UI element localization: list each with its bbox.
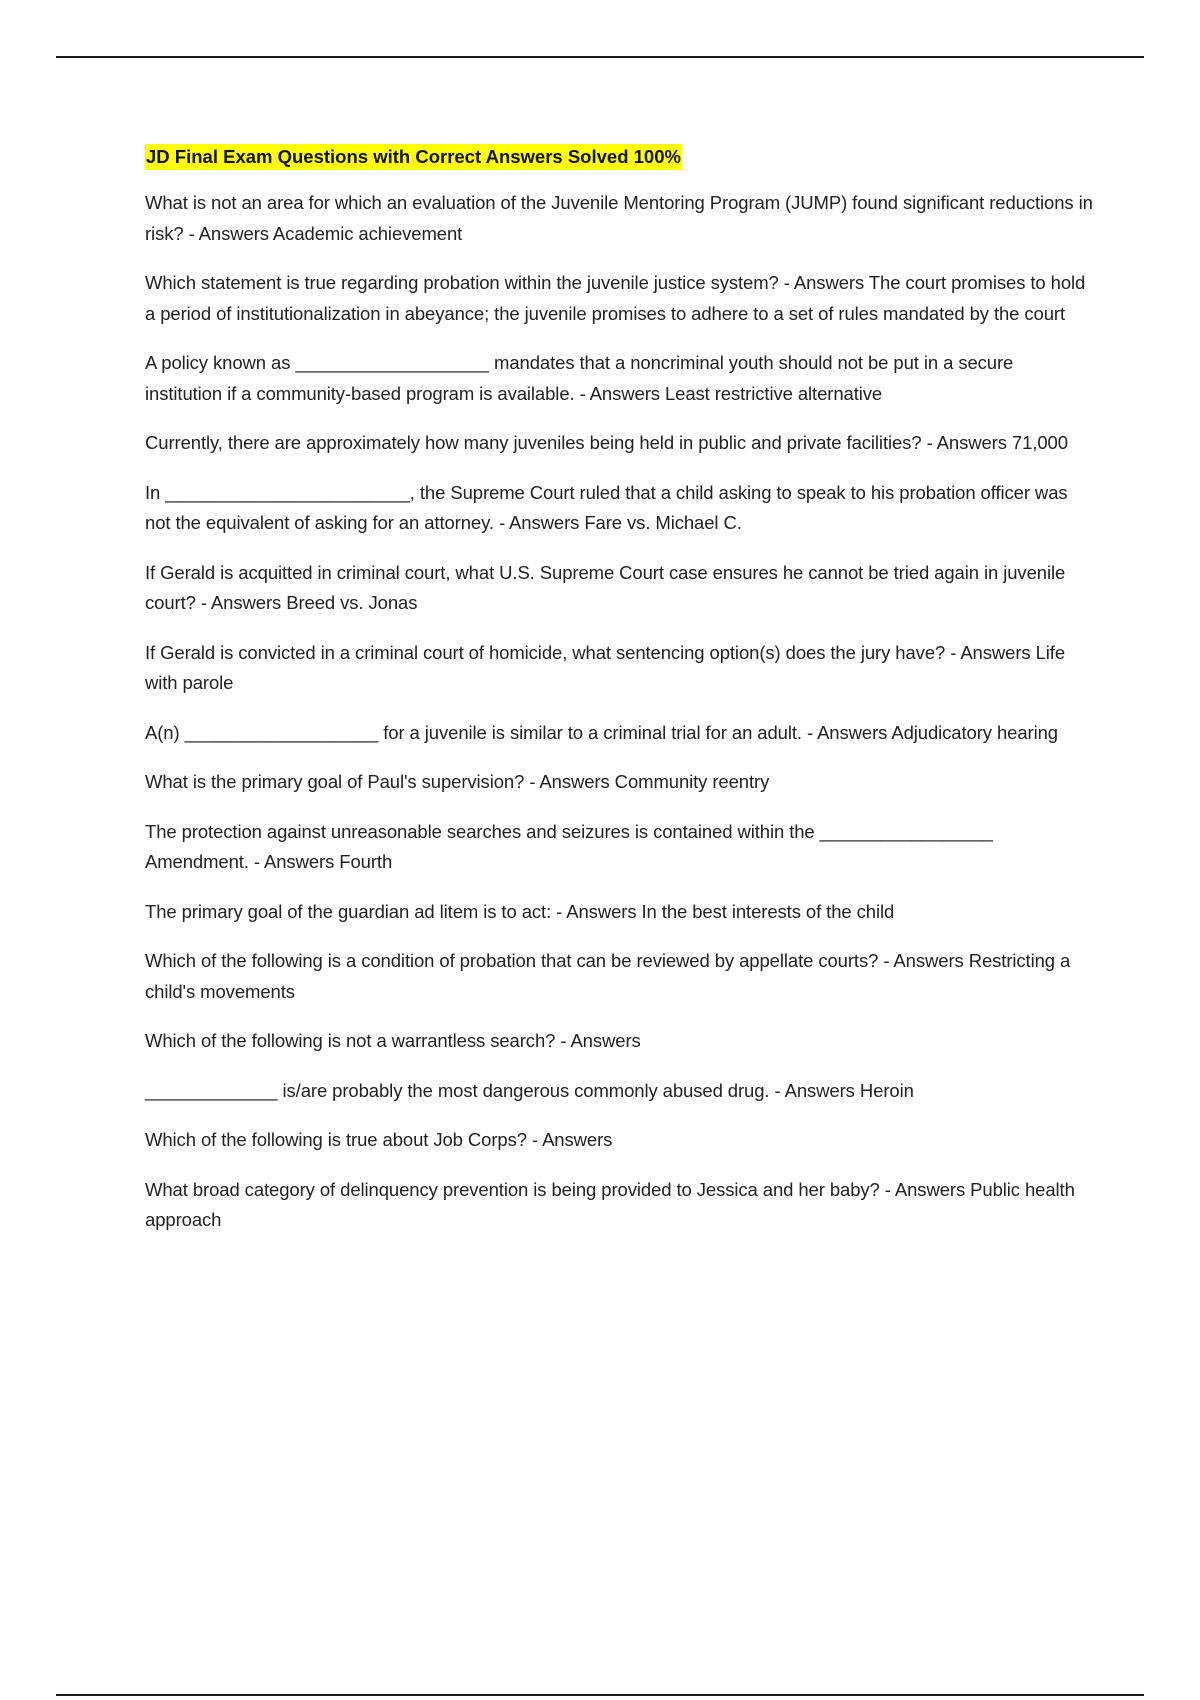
qa-item: Currently, there are approximately how many juveniles being held in public and private facilities? - Answers 71,000 <box>145 432 1068 453</box>
document-title: JD Final Exam Questions with Correct Answers Solved 100% <box>145 144 682 170</box>
bottom-rule <box>56 1694 1144 1696</box>
qa-item: Which of the following is true about Job Corps? - Answers <box>145 1129 613 1150</box>
qa-item: What is not an area for which an evaluation of the Juvenile Mentoring Program (JUMP) found significant reductions in risk? - Answers Academic achievement <box>145 192 1093 244</box>
qa-item: In ________________________, the Supreme Court ruled that a child asking to speak to his probation officer was not the equivalent of asking for an attorney. - Answers Fare vs. Michael C. <box>145 481 1068 533</box>
qa-list <box>145 188 1095 1236</box>
qa-item: _____________ is/are probably the most dangerous commonly abused drug. - Answers Heroin <box>145 1079 914 1101</box>
qa-item: Which of the following is not a warrantless search? - Answers <box>145 1030 641 1051</box>
qa-item: What is the primary goal of Paul's supervision? - Answers Community reentry <box>145 771 770 792</box>
qa-item: What broad category of delinquency prevention is being provided to Jessica and her baby? - Answers Public health approach <box>145 1178 1075 1230</box>
qa-item: Which statement is true regarding probation within the juvenile justice system? - Answers The court promises to hold a period of institutionalization in abeyance; the juvenile promises to adhere to a set of rules mandated by the court <box>145 272 1086 324</box>
qa-item: The primary goal of the guardian ad litem is to act: - Answers In the best interests of the child <box>145 900 895 922</box>
top-rule <box>56 56 1144 58</box>
qa-item: Which of the following is a condition of probation that can be reviewed by appellate courts? - Answers Restricting a child's movements <box>145 950 1071 1002</box>
qa-item: The protection against unreasonable searches and seizures is contained within the _________________ Amendment. - Answers Fourth <box>145 820 993 872</box>
qa-item: A policy known as ___________________ mandates that a noncriminal youth should not be put in a secure institution if a community-based program is available. - Answers Least restrictive alternative <box>145 352 1014 404</box>
qa-item: If Gerald is acquitted in criminal court, what U.S. Supreme Court case ensures he cannot be tried again in juvenile court? - Answers Breed vs. Jonas <box>145 561 1066 613</box>
qa-item: If Gerald is convicted in a criminal court of homicide, what sentencing option(s) does the jury have? - Answers Life with parole <box>145 641 1066 693</box>
qa-item: A(n) ___________________ for a juvenile is similar to a criminal trial for an adult. - Answers Adjudicatory hearing <box>145 721 1058 743</box>
document-body <box>145 144 1095 1255</box>
